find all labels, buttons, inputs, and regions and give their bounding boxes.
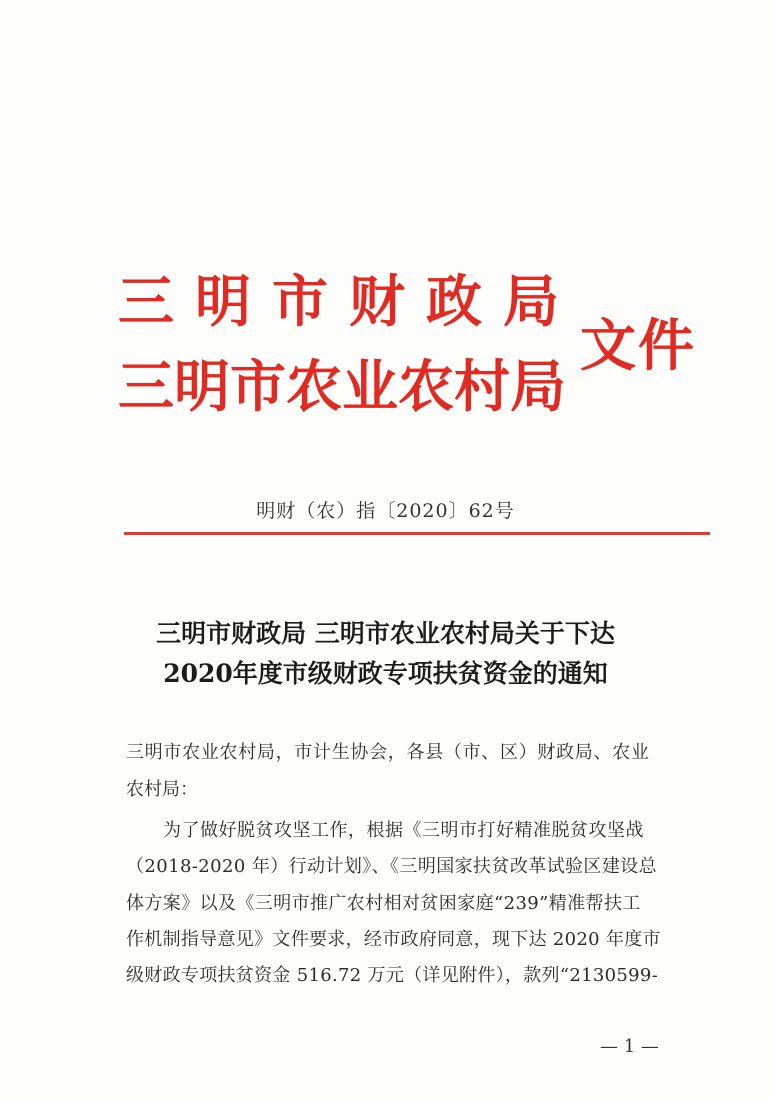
issuer-header (118, 269, 718, 442)
red-divider (124, 532, 710, 535)
notice-title-line-1: 三明市财政局 三明市农业农村局关于下达 (156, 619, 615, 648)
addressee-line-1: 三明市农业农村局，市计生协会，各县（市、区）财政局、农业 (126, 742, 650, 763)
body-paragraph-line: 为了做好脱贫攻坚工作，根据《三明市打好精准脱贫攻坚战 (163, 820, 644, 841)
body-paragraph-line: 体方案》以及《三明市推广农村相对贫困家庭“239”精准帮扶工 (126, 893, 641, 914)
document-number: 明财（农）指〔2020〕62号 (256, 500, 515, 522)
body-paragraph-line: 级财政专项扶贫资金 516.72 万元（详见附件），款列“2130599- (126, 965, 658, 986)
issuer-agriculture-bureau: 三明市农业农村局 (118, 354, 566, 420)
issuer-finance-bureau: 三明市财政局 (118, 269, 580, 335)
document-word: 文件 (580, 313, 696, 379)
addressee-line-2: 农村局： (126, 779, 198, 800)
body-paragraph-line: （2018-2020 年）行动计划》、《三明国家扶贫改革试验区建设总 (126, 856, 658, 877)
page-number: — 1 — (600, 1036, 659, 1057)
notice-title-line-2: 2020年度市级财政专项扶贫资金的通知 (163, 659, 608, 688)
body-paragraph-line: 作机制指导意见》文件要求，经市政府同意，现下达 2020 年度市 (126, 929, 661, 950)
